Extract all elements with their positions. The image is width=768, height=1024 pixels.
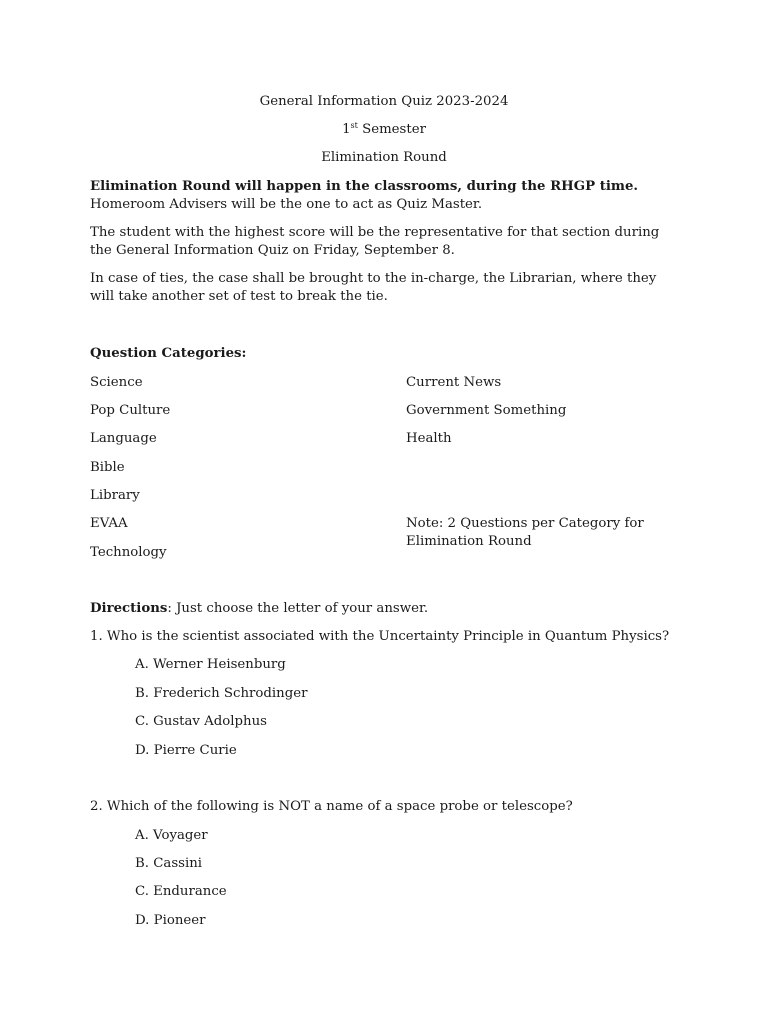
directions: [90, 600, 428, 618]
category-item: Pop Culture: [90, 403, 171, 418]
document-title: General Information Quiz 2023-2024: [259, 94, 509, 109]
question-2-choice-b: B. Cassini: [135, 856, 203, 871]
category-item: Health: [406, 431, 452, 446]
category-item: Technology: [90, 545, 167, 560]
category-item: Current News: [406, 375, 502, 390]
intro-bold-text: Elimination Round will happen in the classrooms, during the RHGP time.: [90, 179, 639, 194]
category-item: Library: [90, 488, 140, 503]
semester-suffix: st: [350, 121, 358, 130]
question-1-choice-d: D. Pierre Curie: [135, 743, 237, 758]
category-note: Note: 2 Questions per Category for Elimination Round: [406, 516, 644, 549]
question-2-choice-c: C. Endurance: [135, 884, 227, 899]
intro-paragraph-3: In case of ties, the case shall be brought to the in-charge, the Librarian, where they will take another set of test to break the tie.: [90, 271, 657, 304]
question-1-choice-a: A. Werner Heisenburg: [135, 657, 286, 672]
question-2-choice-a: A. Voyager: [135, 828, 208, 843]
category-item: EVAA: [90, 516, 128, 531]
intro-paragraph-1: [90, 178, 680, 214]
categories-heading: Question Categories:: [90, 346, 247, 361]
semester-label: Semester: [357, 122, 426, 137]
directions-text: : Just choose the letter of your answer.: [167, 601, 429, 616]
category-item: Language: [90, 431, 157, 446]
category-item: Science: [90, 375, 143, 390]
intro-paragraph-2: The student with the highest score will be the representative for that section during the General Information Quiz on Friday, September 8.: [90, 225, 660, 258]
question-1-choice-b: B. Frederich Schrodinger: [135, 686, 308, 701]
semester-line: [0, 121, 768, 139]
directions-label: Directions: [90, 601, 168, 616]
question-2-choice-d: D. Pioneer: [135, 913, 206, 928]
round-title: Elimination Round: [321, 150, 447, 165]
intro-rest-text: Homeroom Advisers will be the one to act as Quiz Master.: [90, 197, 483, 212]
question-1-text: 1. Who is the scientist associated with the Uncertainty Principle in Quantum Physics?: [90, 629, 670, 644]
semester-number: 1: [342, 122, 351, 137]
question-2-text: 2. Which of the following is NOT a name of a space probe or telescope?: [90, 799, 573, 814]
category-item: Government Something: [406, 403, 567, 418]
question-1-choice-c: C. Gustav Adolphus: [135, 714, 268, 729]
category-item: Bible: [90, 460, 125, 475]
